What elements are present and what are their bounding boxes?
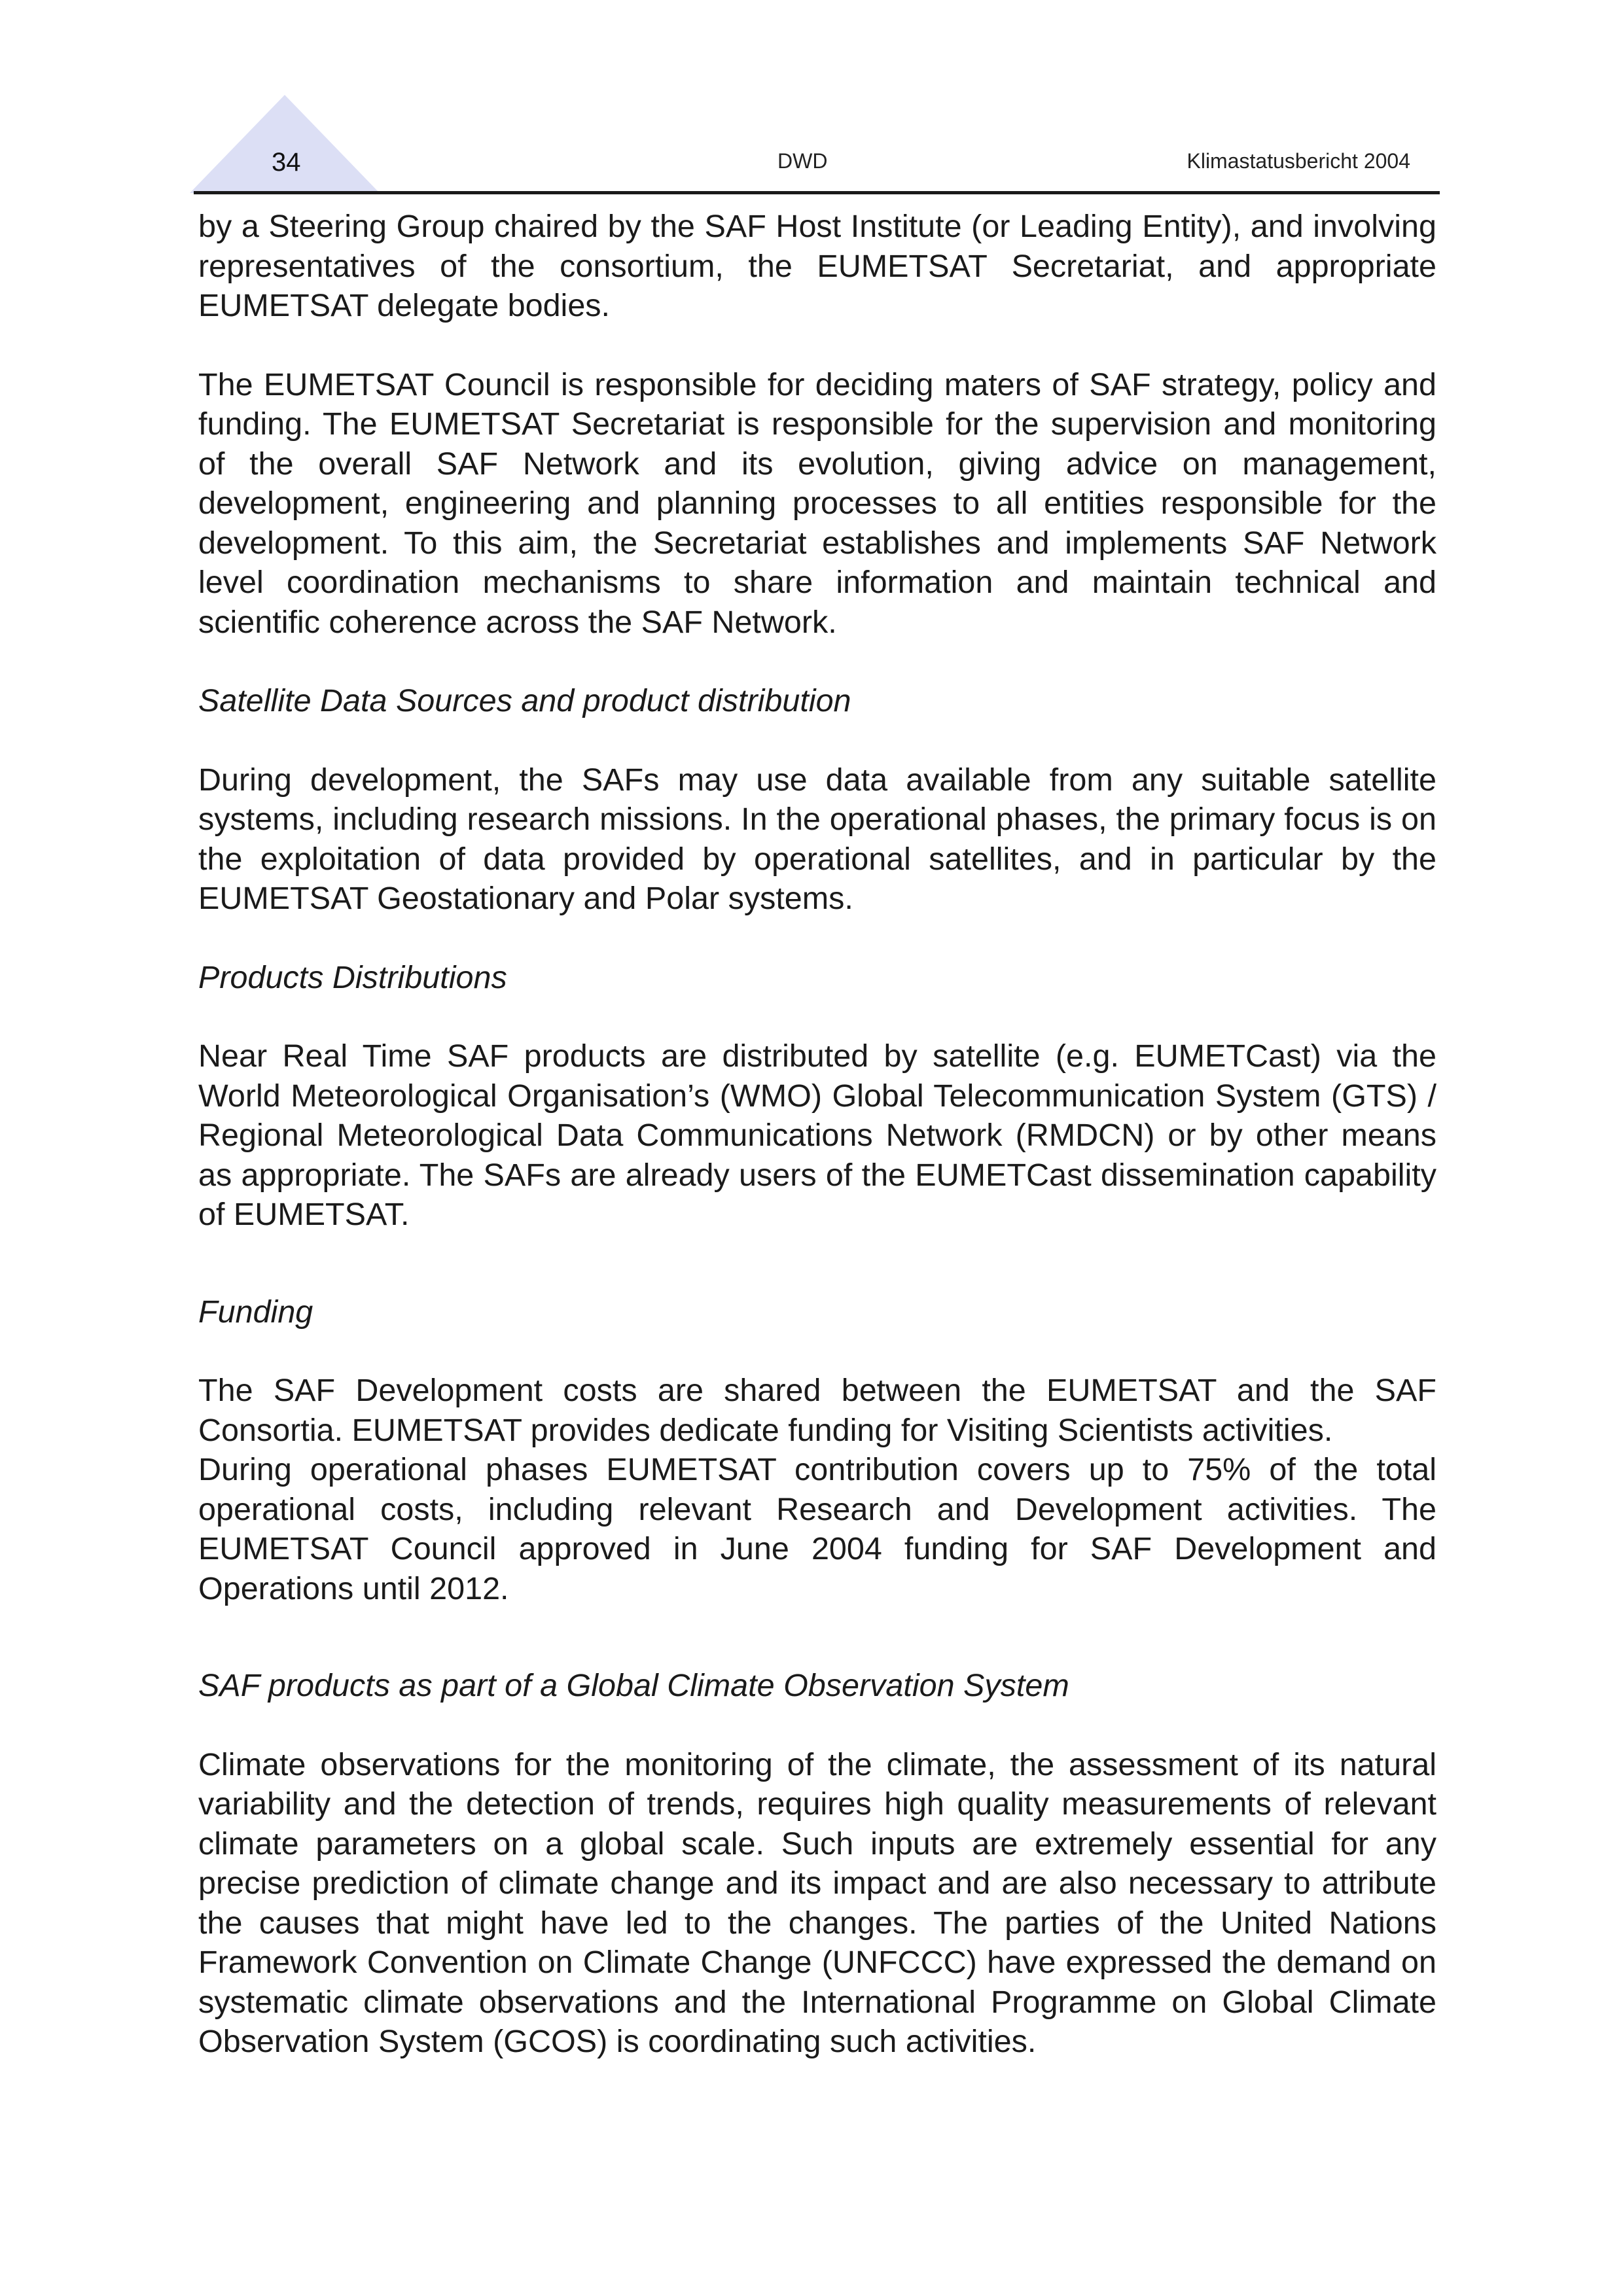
heading-funding: Funding [198, 1294, 313, 1330]
page-number: 34 [272, 148, 301, 177]
paragraph-funding-operational: During operational phases EUMETSAT contribution covers up to 75% of the total operational costs, including relevant Research and Development activities. The EUMETSAT Council approved in June 2004 funding for SAF Development and Operations until 2012. [198, 1452, 1436, 1606]
paragraph-products-distribution: Near Real Time SAF products are distributed by satellite (e.g. EUMETCast) via the World Meteorological Organisation’s (WMO) Global Telecommunication System (GTS) / Regional Meteorological Data Communications Network (RMDCN) or by other means as appropriate. The SAFs are already users of the EUMETCast dissemination capability of EUMETSAT. [198, 1038, 1436, 1232]
heading-products-distributions: Products Distributions [198, 959, 507, 995]
corner-triangle-decoration [190, 95, 380, 193]
header-publisher: DWD [777, 149, 828, 173]
paragraph-steering-group: by a Steering Group chaired by the SAF Host Institute (or Leading Entity), and involving representatives of the consortium, the EUMETSAT Secretariat, and appropriate EUMETSAT delegate bodies. [198, 209, 1436, 323]
paragraph-council: The EUMETSAT Council is responsible for deciding maters of SAF strategy, policy and funding. The EUMETSAT Secretariat is responsible for the supervision and monitoring of the overall SAF Network and its evolution, giving advice on management, development, engineering and planning processes to all entities responsible for the development. To this aim, the Secretariat establishes and implements SAF Network level coordination mechanisms to share information and maintain technical and scientific coherence across the SAF Network. [198, 366, 1436, 640]
heading-satellite-data-sources: Satellite Data Sources and product distribution [198, 683, 851, 718]
header-report-title: Klimastatusbericht 2004 [1186, 149, 1410, 173]
page-header [0, 0, 1623, 196]
header-rule [194, 191, 1440, 194]
paragraph-funding-development: The SAF Development costs are shared between the EUMETSAT and the SAF Consortia. EUMETSAT provides dedicate funding for Visiting Scientists activities. [198, 1373, 1436, 1448]
paragraph-climate-observations: Climate observations for the monitoring of the climate, the assessment of its natural variability and the detection of trends, requires high quality measurements of relevant climate parameters on a global scale. Such inputs are extremely essential for any precise prediction of climate change and its impact and are also necessary to attribute the causes that might have led to the changes. The parties of the United Nations Framework Convention on Climate Change (UNFCCC) have expressed the demand on systematic climate observations and the International Programme on Global Climate Observation System (GCOS) is coordinating such activities. [198, 1746, 1436, 2059]
paragraph-satellite-data: During development, the SAFs may use data available from any suitable satellite systems, including research missions. In the operational phases, the primary focus is on the exploitation of data provided by operational satellites, and in particular by the EUMETSAT Geostationary and Polar systems. [198, 762, 1436, 916]
heading-gcos: SAF products as part of a Global Climate Observation System [198, 1668, 1069, 1703]
page-body [198, 207, 1436, 2062]
